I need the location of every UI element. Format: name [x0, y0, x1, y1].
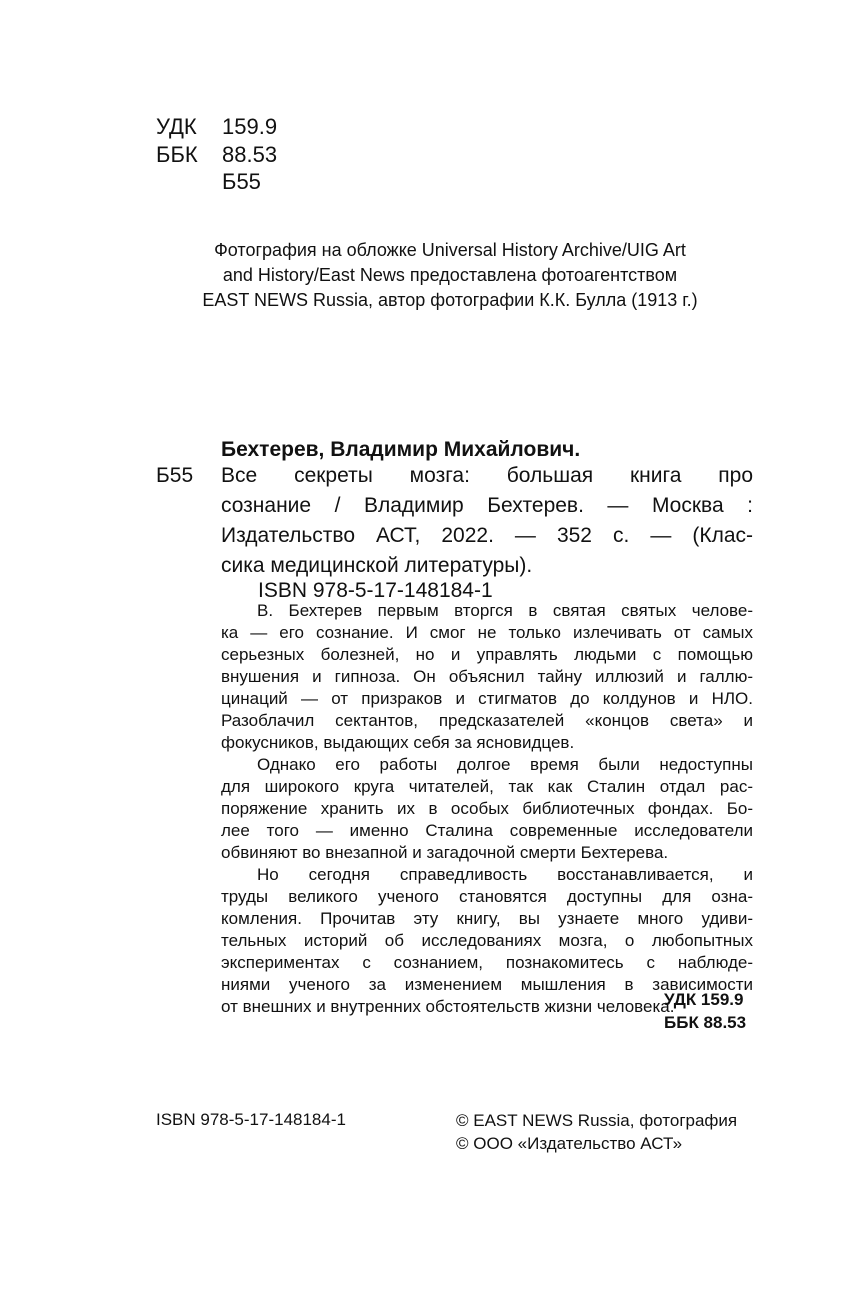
annotation-line: В. Бехтерев первым вторгся в святая святых челове-	[257, 601, 753, 620]
classification-bold	[664, 988, 746, 1034]
description-line: Все секреты мозга: большая книга про	[221, 464, 753, 487]
classification-value: 88.53	[222, 142, 278, 167]
classification-bold-udk: УДК 159.9	[664, 990, 744, 1009]
annotation-line: экспериментах с сознанием, познакомитесь с наблюде-	[221, 953, 753, 972]
annotation-line: ка — его сознание. И смог не только излечивать от самых	[221, 623, 753, 642]
annotation-line: от внешних и внутренних обстоятельств жизни человека.	[221, 997, 675, 1016]
annotation-line: труды великого ученого становятся доступны для озна-	[221, 887, 753, 906]
footer-copyrights	[456, 1109, 737, 1155]
annotation-line: цинаций — от призраков и стигматов до колдунов и НЛО.	[221, 689, 753, 708]
annotation	[221, 600, 753, 1018]
classification-bold-bbk: ББК 88.53	[664, 1013, 747, 1032]
classification-udk	[156, 112, 277, 142]
photo-credit-line: EAST NEWS Russia, автор фотографии К.К. Булла (1913 г.)	[202, 290, 698, 310]
annotation-line: поряжение хранить их в особых библиотечных фондах. Бо-	[221, 799, 753, 818]
annotation-line: для широкого круга читателей, так как Сталин отдал рас-	[221, 777, 753, 796]
annotation-line: Однако его работы долгое время были недоступны	[257, 755, 753, 774]
annotation-line: Но сегодня справедливость восстанавливается, и	[257, 865, 753, 884]
classification-author-mark	[156, 167, 261, 197]
record-isbn: ISBN 978-5-17-148184-1	[258, 579, 493, 602]
classification-key: УДК	[156, 114, 197, 139]
annotation-line: комления. Прочитав эту книгу, вы узнаете много удиви-	[221, 909, 753, 928]
annotation-line: обвиняют во внезапной и загадочной смерти Бехтерева.	[221, 843, 669, 862]
record-description	[221, 461, 753, 581]
annotation-line: внушения и гипноза. Он объяснил тайну иллюзий и галлю-	[221, 667, 753, 686]
photo-credit-line: and History/East News предоставлена фотоагентством	[222, 265, 678, 285]
annotation-line: фокусников, выдающих себя за ясновидцев.	[221, 733, 575, 752]
description-line: сика медицинской литературы).	[221, 554, 533, 577]
classification-value: Б55	[222, 169, 261, 194]
copyright-line: © ООО «Издательство АСТ»	[456, 1134, 683, 1153]
record-author: Бехтерев, Владимир Михайлович.	[221, 438, 581, 461]
classification-bbk	[156, 140, 277, 170]
photo-credit	[150, 238, 750, 313]
description-line: сознание / Владимир Бехтерев. — Москва :	[221, 494, 753, 517]
description-line: Издательство АСТ, 2022. — 352 с. — (Клас-	[221, 524, 753, 547]
footer-isbn: ISBN 978-5-17-148184-1	[156, 1110, 346, 1129]
annotation-line: серьезных болезней, но и управлять людьми с помощью	[221, 645, 753, 664]
record-author-mark: Б55	[156, 464, 194, 487]
copyright-line: © EAST NEWS Russia, фотография	[456, 1111, 738, 1130]
annotation-line: лее того — именно Сталина современные исследователи	[221, 821, 753, 840]
annotation-line: ниями ученого за изменением мышления в зависимости	[221, 975, 753, 994]
classification-value: 159.9	[222, 114, 278, 139]
photo-credit-line: Фотография на обложке Universal History Archive/UIG Art	[214, 240, 686, 260]
classification-key: ББК	[156, 142, 198, 167]
annotation-line: Разоблачил сектантов, предсказателей «концов света» и	[221, 711, 753, 730]
annotation-line: тельных историй об исследованиях мозга, о любопытных	[221, 931, 753, 950]
